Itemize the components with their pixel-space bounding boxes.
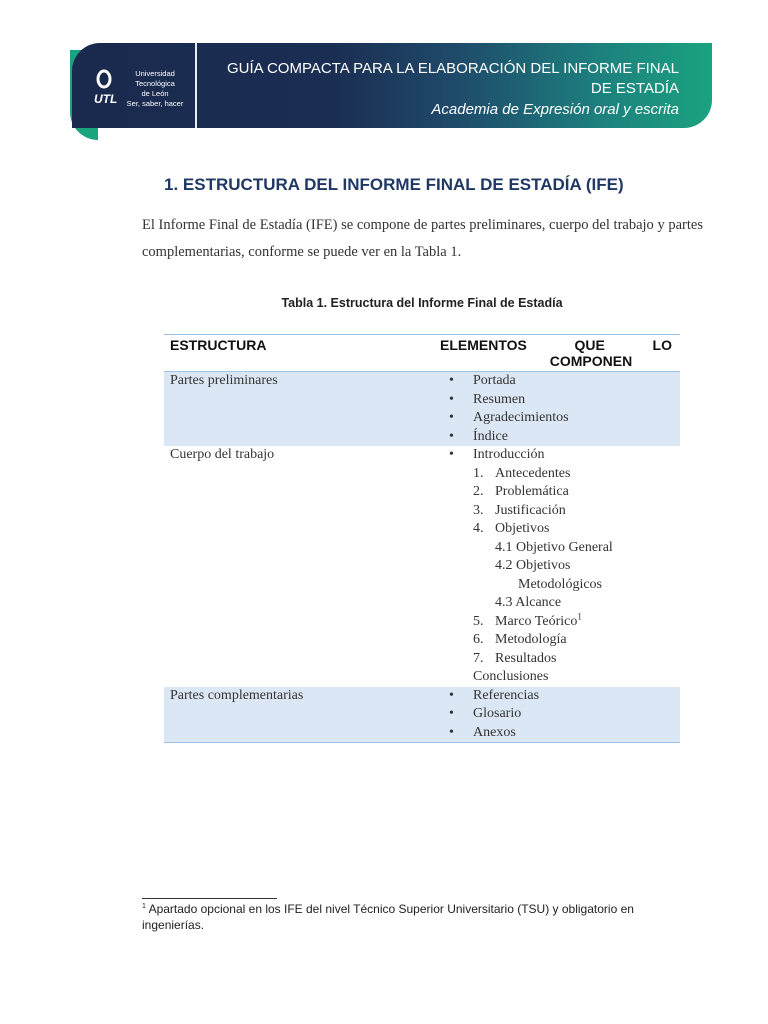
logo-text-line: de León <box>141 89 169 98</box>
section-heading <box>164 175 704 195</box>
numbered-item: 6. Metodología <box>473 632 567 647</box>
header-word: ELEMENTOS <box>440 337 527 353</box>
numbered-item: 5. Marco Teórico$^1$ <box>473 610 582 629</box>
title-line-1: GUÍA COMPACTA PARA LA ELABORACIÓN DEL INFORME FINAL <box>226 60 679 77</box>
row-label: Partes complementarias <box>164 687 440 743</box>
header-banner <box>72 43 712 128</box>
list-item: Conclusiones <box>473 669 549 684</box>
list-item: • Glosario <box>446 705 674 724</box>
column-header-elements <box>440 335 680 372</box>
sub-item: 4.1 Objetivo General <box>495 539 613 555</box>
document-title <box>199 59 679 99</box>
header-word: LO <box>652 337 672 353</box>
table-header-row <box>164 335 680 372</box>
header-word: COMPONEN <box>549 353 633 369</box>
row-elements <box>440 687 680 743</box>
table-caption: Tabla 1. Estructura del Informe Final de Estadía <box>281 296 563 310</box>
list-item: • Resumen <box>446 391 674 410</box>
footnote-reference: 1 <box>577 610 582 621</box>
logo-text-line: Ser, saber, hacer <box>126 99 184 108</box>
university-logo <box>92 61 197 113</box>
numbered-item: 4. Objetivos <box>473 521 550 536</box>
section-title: ESTRUCTURA DEL INFORME FINAL DE ESTADÍA (IFE) <box>182 175 624 194</box>
header-word: QUE <box>574 337 605 353</box>
sub-item: Metodológicos <box>518 576 602 592</box>
document-subtitle: Academia de Expresión oral y escrita <box>431 101 679 118</box>
footnote-mark: 1 <box>142 903 146 910</box>
sub-item: 4.3 Alcance <box>495 595 562 610</box>
footnote-separator <box>142 898 277 899</box>
numbered-item: 2. Problemática <box>473 484 569 499</box>
row-elements <box>440 372 680 447</box>
table-row <box>164 372 680 447</box>
footnote <box>142 901 662 933</box>
title-line-2: DE ESTADÍA <box>590 80 679 97</box>
section-number: 1. <box>164 175 179 194</box>
row-label: Cuerpo del trabajo <box>170 447 275 462</box>
logo-text <box>120 69 190 109</box>
row-elements <box>440 446 680 687</box>
list-item: • Agradecimientos <box>446 409 674 428</box>
column-header-structure: ESTRUCTURA <box>164 335 440 372</box>
logo-mark-text: UTL <box>94 92 118 106</box>
numbered-item: 1. Antecedentes <box>473 465 571 481</box>
list-item: • Índice <box>446 428 674 447</box>
list-item: • Portada <box>446 372 674 391</box>
intro-paragraph: El Informe Final de Estadía (IFE) se compone de partes preliminares, cuerpo del trabajo y partes complementarias, conforme se puede ver en la Tabla 1. <box>142 217 703 260</box>
sub-item: 4.2 Objetivos <box>495 558 571 573</box>
list-item: • Referencias <box>446 687 674 706</box>
logo-text-line: Universidad Tecnológica <box>135 69 175 88</box>
table-row <box>164 687 680 743</box>
list-item: • Anexos <box>446 724 674 743</box>
list-item: • Introducción <box>446 446 674 465</box>
footnote-text: Apartado opcional en los IFE del nivel Técnico Superior Universitario (TSU) y obligatorio en ingenierías. <box>142 902 634 932</box>
row-label: Partes preliminares <box>164 372 440 447</box>
banner-divider <box>195 43 197 128</box>
numbered-item: 3. Justificación <box>473 502 566 518</box>
utl-logo-icon <box>92 67 120 107</box>
numbered-item: 7. Resultados <box>473 650 557 666</box>
table-row <box>164 446 680 687</box>
structure-table <box>164 334 680 743</box>
